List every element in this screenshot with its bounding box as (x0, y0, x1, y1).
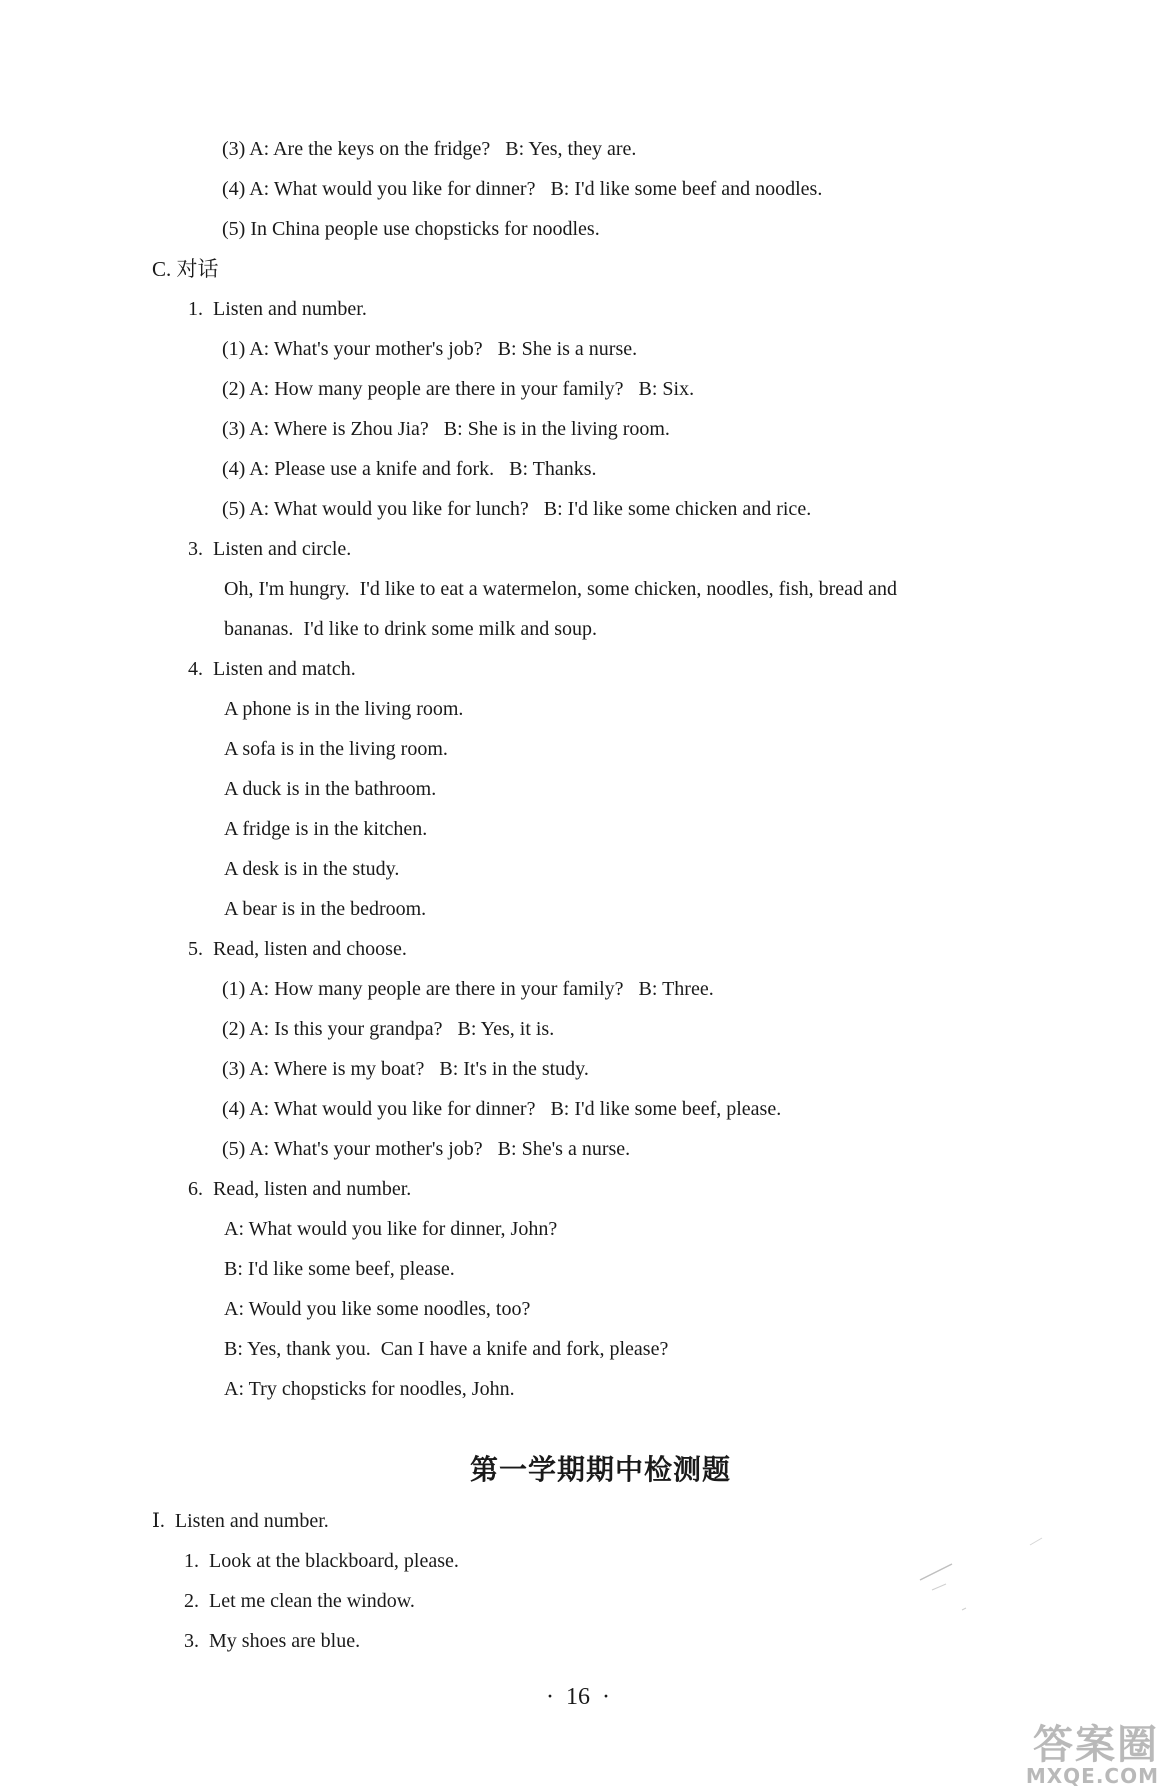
midterm-item: 2. Let me clean the window. (184, 1590, 415, 1612)
q3-text-line2: bananas. I'd like to drink some milk and soup. (224, 618, 597, 640)
watermark-logo-text: 答案圈 (1033, 1722, 1159, 1768)
watermark-url: MXQE.COM (1025, 1764, 1159, 1788)
q3-heading: 3. Listen and circle. (188, 538, 352, 560)
q4-heading: 4. Listen and match. (188, 658, 356, 680)
q1-item: (4) A: Please use a knife and fork. B: Thanks. (222, 458, 597, 480)
section-c-heading: C. 对话 (152, 257, 219, 281)
q5-item: (2) A: Is this your grandpa? B: Yes, it is. (222, 1018, 555, 1040)
q4-item: A fridge is in the kitchen. (224, 818, 428, 840)
q6-item: A: What would you like for dinner, John? (224, 1218, 558, 1240)
q6-item: B: Yes, thank you. Can I have a knife and fork, please? (224, 1338, 669, 1360)
top-item-3: (3) A: Are the keys on the fridge? B: Yes, they are. (222, 138, 637, 160)
q1-item: (5) A: What would you like for lunch? B: I'd like some chicken and rice. (222, 498, 812, 520)
q5-heading: 5. Read, listen and choose. (188, 938, 407, 960)
q4-item: A sofa is in the living room. (224, 738, 448, 760)
q6-item: A: Would you like some noodles, too? (224, 1298, 531, 1320)
q6-item: A: Try chopsticks for noodles, John. (224, 1378, 515, 1400)
watermark (1026, 1713, 1159, 1788)
midterm-section1-heading: Ⅰ. Listen and number. (152, 1510, 329, 1532)
q4-item: A phone is in the living room. (224, 698, 464, 720)
midterm-item: 1. Look at the blackboard, please. (184, 1550, 459, 1572)
q1-heading: 1. Listen and number. (188, 298, 367, 320)
pencil-marks (910, 1520, 1060, 1630)
midterm-item: 3. My shoes are blue. (184, 1630, 361, 1652)
q4-item: A desk is in the study. (224, 858, 400, 880)
q5-item: (4) A: What would you like for dinner? B: I'd like some beef, please. (222, 1098, 782, 1120)
q1-item: (1) A: What's your mother's job? B: She is a nurse. (222, 338, 638, 360)
top-item-5: (5) In China people use chopsticks for noodles. (222, 218, 600, 240)
q4-item: A duck is in the bathroom. (224, 778, 437, 800)
q3-text-line1: Oh, I'm hungry. I'd like to eat a watermelon, some chicken, noodles, fish, bread and (224, 578, 897, 600)
q4-item: A bear is in the bedroom. (224, 898, 427, 920)
midterm-title: 第一学期期中检测题 (470, 1453, 732, 1486)
q5-item: (3) A: Where is my boat? B: It's in the study. (222, 1058, 589, 1080)
q6-heading: 6. Read, listen and number. (188, 1178, 412, 1200)
q1-item: (2) A: How many people are there in your family? B: Six. (222, 378, 695, 400)
q6-item: B: I'd like some beef, please. (224, 1258, 455, 1280)
top-item-4: (4) A: What would you like for dinner? B: I'd like some beef and noodles. (222, 178, 823, 200)
q5-item: (5) A: What's your mother's job? B: She's a nurse. (222, 1138, 631, 1160)
q5-item: (1) A: How many people are there in your family? B: Three. (222, 978, 714, 1000)
page-number: · 16 · (546, 1684, 610, 1710)
q1-item: (3) A: Where is Zhou Jia? B: She is in the living room. (222, 418, 670, 440)
